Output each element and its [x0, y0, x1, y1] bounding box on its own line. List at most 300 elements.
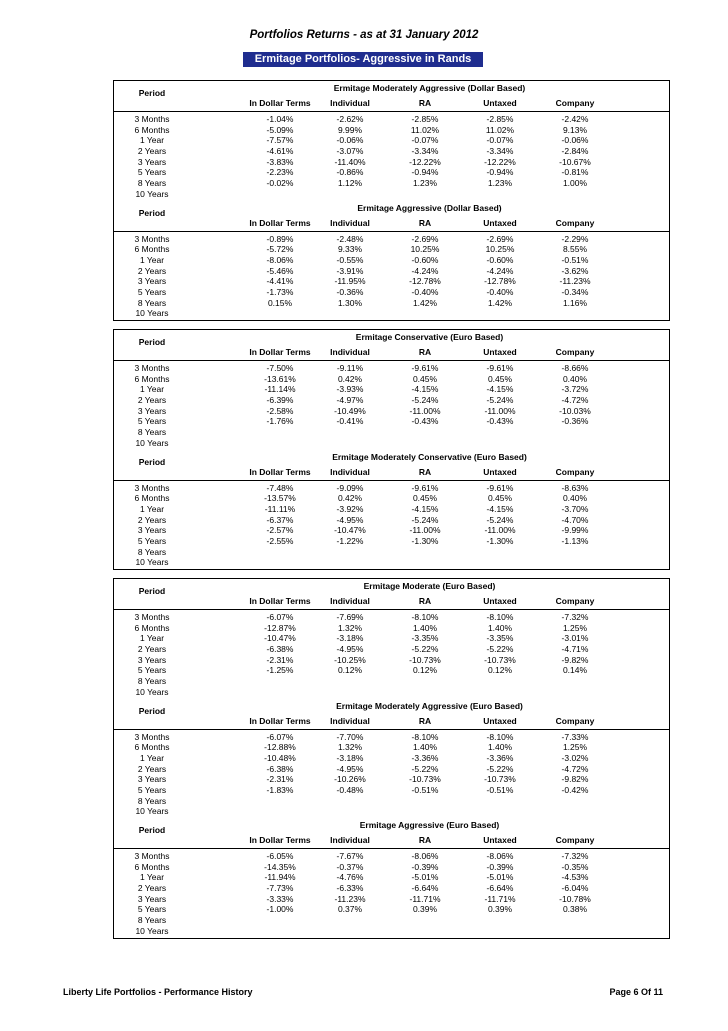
return-value-cell: -11.94%	[264, 872, 296, 883]
return-value-cell: -8.66%	[561, 363, 589, 373]
column-header: Company	[555, 217, 595, 228]
return-value-cell: -0.86%	[336, 167, 364, 178]
return-value-cell: -6.64%	[411, 883, 439, 894]
return-value-cell: -4.72%	[561, 763, 589, 774]
return-value-cell: -6.38%	[266, 763, 294, 774]
return-value-cell: -0.06%	[561, 135, 589, 146]
return-value-cell: -9.09%	[336, 482, 364, 493]
return-value-cell: -3.07%	[336, 146, 364, 157]
return-value-cell: -10.73%	[484, 654, 516, 665]
period-cell: 8 Years	[137, 427, 167, 438]
period-cell: 8 Years	[137, 795, 167, 806]
table-row	[114, 536, 669, 547]
table-row	[114, 298, 669, 309]
column-header: Individual	[330, 715, 370, 726]
return-value-cell: -8.10%	[411, 731, 439, 742]
return-value-cell: 0.15%	[267, 297, 293, 308]
column-header: RA	[418, 347, 432, 357]
period-cell: 3 Months	[134, 233, 170, 244]
return-value-cell: -5.22%	[486, 763, 514, 774]
table-header	[114, 579, 669, 609]
table-row	[114, 665, 669, 676]
return-value-cell: -11.95%	[334, 276, 366, 287]
table-row	[114, 753, 669, 764]
table-row	[114, 276, 669, 287]
return-value-cell: -0.41%	[336, 416, 364, 427]
period-cell: 8 Years	[137, 915, 167, 926]
period-cell: 8 Years	[137, 297, 167, 308]
period-cell: 1 Year	[139, 872, 165, 883]
return-value-cell: -5.24%	[486, 514, 514, 525]
return-value-cell: -12.22%	[484, 156, 516, 167]
returns-table	[113, 450, 670, 571]
return-value-cell: -8.10%	[486, 731, 514, 742]
return-value-cell: -10.25%	[334, 654, 366, 665]
return-value-cell: -7.48%	[266, 482, 294, 493]
column-header: Untaxed	[483, 98, 517, 108]
column-header: RA	[418, 835, 432, 845]
column-header: Untaxed	[483, 466, 517, 477]
return-value-cell: -0.39%	[411, 861, 439, 872]
return-value-cell: -3.34%	[486, 146, 514, 157]
return-value-cell: -2.69%	[411, 233, 439, 244]
return-value-cell: 1.25%	[562, 622, 588, 633]
return-value-cell: -13.57%	[264, 493, 296, 504]
return-value-cell: -0.34%	[561, 286, 589, 297]
table-row	[114, 178, 669, 189]
return-value-cell: -1.04%	[266, 114, 294, 124]
period-header: Period	[138, 825, 166, 835]
table-row	[114, 764, 669, 775]
returns-table	[113, 699, 670, 819]
return-value-cell: -11.71%	[484, 893, 516, 904]
table-row	[114, 363, 669, 374]
column-header: Untaxed	[483, 715, 517, 726]
footer-document-name: Liberty Life Portfolios - Performance History	[63, 987, 253, 997]
table-row	[114, 883, 669, 894]
period-header: Period	[138, 705, 166, 716]
return-value-cell: 0.45%	[487, 373, 513, 384]
return-value-cell: -2.31%	[266, 774, 294, 785]
column-header: In Dollar Terms	[249, 596, 311, 606]
table-row	[114, 114, 669, 125]
return-value-cell: -0.51%	[411, 784, 439, 795]
return-value-cell: -5.24%	[411, 514, 439, 525]
return-value-cell: -0.39%	[486, 861, 514, 872]
return-value-cell: -9.82%	[561, 774, 589, 785]
return-value-cell: -7.32%	[561, 612, 589, 622]
table-row	[114, 655, 669, 666]
period-cell: 1 Year	[139, 503, 165, 514]
return-value-cell: -0.40%	[411, 286, 439, 297]
period-cell: 3 Months	[134, 851, 170, 861]
period-cell: 6 Months	[134, 124, 170, 135]
column-header: In Dollar Terms	[249, 98, 311, 108]
period-cell: 2 Years	[137, 395, 167, 406]
return-value-cell: 0.40%	[562, 373, 588, 384]
table-row	[114, 894, 669, 905]
table-row	[114, 926, 669, 937]
return-value-cell: -8.06%	[486, 851, 514, 861]
table-row	[114, 862, 669, 873]
period-cell: 10 Years	[135, 437, 169, 448]
return-value-cell: -11.00%	[484, 525, 516, 536]
return-value-cell: -10.49%	[334, 405, 366, 416]
period-cell: 10 Years	[135, 308, 169, 319]
return-value-cell: 9.99%	[337, 124, 363, 135]
period-cell: 1 Year	[139, 633, 165, 644]
return-value-cell: -4.70%	[561, 514, 589, 525]
period-cell: 3 Years	[137, 893, 167, 904]
return-value-cell: -3.35%	[411, 633, 439, 644]
return-value-cell: -8.10%	[486, 612, 514, 622]
return-value-cell: 8.55%	[562, 244, 588, 255]
return-value-cell: 0.14%	[562, 665, 588, 676]
return-value-cell: -12.78%	[484, 276, 516, 287]
return-value-cell: -13.61%	[264, 373, 296, 384]
return-value-cell: 9.33%	[337, 244, 363, 255]
column-header: Company	[555, 596, 595, 606]
return-value-cell: -10.47%	[334, 525, 366, 536]
return-value-cell: -4.15%	[411, 503, 439, 514]
portfolio-title: Ermitage Aggressive (Euro Based)	[359, 820, 500, 830]
table-row	[114, 493, 669, 504]
return-value-cell: -0.35%	[561, 861, 589, 872]
period-cell: 8 Years	[137, 676, 167, 687]
return-value-cell: -0.60%	[486, 254, 514, 265]
table-header	[114, 450, 669, 480]
return-value-cell: -3.18%	[336, 633, 364, 644]
return-value-cell: -6.05%	[266, 851, 294, 861]
table-row	[114, 146, 669, 157]
table-header	[114, 201, 669, 231]
column-header: Company	[555, 835, 595, 845]
return-value-cell: -5.22%	[486, 644, 514, 655]
return-value-cell: -2.57%	[266, 525, 294, 536]
return-value-cell: -4.97%	[336, 395, 364, 406]
table-row	[114, 623, 669, 634]
return-value-cell: 10.25%	[410, 244, 440, 255]
return-value-cell: -10.26%	[334, 774, 366, 785]
return-value-cell: 0.39%	[487, 904, 513, 915]
period-cell: 3 Months	[134, 482, 170, 493]
return-value-cell: -1.00%	[266, 904, 294, 915]
return-value-cell: -5.24%	[411, 395, 439, 406]
return-value-cell: -3.91%	[336, 265, 364, 276]
return-value-cell: -2.48%	[336, 233, 364, 244]
table-row	[114, 255, 669, 266]
period-cell: 6 Months	[134, 861, 170, 872]
return-value-cell: -1.73%	[266, 286, 294, 297]
portfolio-title: Ermitage Moderately Aggressive (Dollar Based)	[333, 83, 526, 93]
return-value-cell: 1.40%	[487, 622, 513, 633]
table-row	[114, 687, 669, 698]
return-value-cell: -4.61%	[266, 146, 294, 157]
return-value-cell: 1.16%	[562, 297, 588, 308]
return-value-cell: -7.33%	[561, 731, 589, 742]
period-cell: 6 Months	[134, 622, 170, 633]
return-value-cell: -0.02%	[266, 178, 294, 189]
footer-page-number: Page 6 Of 11	[609, 987, 663, 997]
return-value-cell: -4.24%	[411, 265, 439, 276]
column-header: RA	[418, 217, 432, 228]
column-header: Company	[555, 347, 595, 357]
table-row	[114, 547, 669, 558]
period-cell: 3 Months	[134, 114, 170, 124]
return-value-cell: 1.40%	[412, 622, 438, 633]
return-value-cell: 1.40%	[487, 742, 513, 753]
return-value-cell: -10.03%	[559, 405, 591, 416]
table-row	[114, 644, 669, 655]
return-value-cell: -0.42%	[561, 784, 589, 795]
column-header: Untaxed	[483, 835, 517, 845]
period-cell: 1 Year	[139, 254, 165, 265]
column-header: In Dollar Terms	[249, 217, 311, 228]
portfolio-title: Ermitage Aggressive (Dollar Based)	[357, 202, 502, 213]
return-value-cell: -14.35%	[264, 861, 296, 872]
return-value-cell: -2.85%	[486, 114, 514, 124]
table-row	[114, 157, 669, 168]
column-header: Individual	[330, 347, 370, 357]
return-value-cell: -12.88%	[264, 742, 296, 753]
period-cell: 10 Years	[135, 188, 169, 199]
return-value-cell: -6.07%	[266, 731, 294, 742]
return-value-cell: -0.89%	[266, 233, 294, 244]
table-row	[114, 525, 669, 536]
return-value-cell: 1.42%	[487, 297, 513, 308]
return-value-cell: 1.12%	[337, 178, 363, 189]
table-row	[114, 612, 669, 623]
table-row	[114, 774, 669, 785]
period-cell: 10 Years	[135, 557, 169, 568]
return-value-cell: -4.15%	[486, 503, 514, 514]
table-row	[114, 742, 669, 753]
period-cell: 5 Years	[137, 416, 167, 427]
return-value-cell: 11.02%	[485, 124, 515, 135]
table-row	[114, 416, 669, 427]
column-header: In Dollar Terms	[249, 835, 311, 845]
returns-table	[113, 80, 670, 201]
period-cell: 6 Months	[134, 373, 170, 384]
return-value-cell: -3.36%	[411, 752, 439, 763]
table-row	[114, 374, 669, 385]
period-cell: 3 Years	[137, 156, 167, 167]
return-value-cell: -9.61%	[486, 482, 514, 493]
column-header: In Dollar Terms	[249, 715, 311, 726]
table-row	[114, 483, 669, 494]
return-value-cell: -6.07%	[266, 612, 294, 622]
return-value-cell: -4.24%	[486, 265, 514, 276]
return-value-cell: -2.62%	[336, 114, 364, 124]
period-cell: 10 Years	[135, 925, 169, 936]
return-value-cell: -8.06%	[411, 851, 439, 861]
return-value-cell: -4.76%	[336, 872, 364, 883]
return-value-cell: 1.30%	[337, 297, 363, 308]
return-value-cell: -0.37%	[336, 861, 364, 872]
return-value-cell: -10.78%	[559, 893, 591, 904]
return-value-cell: 1.23%	[487, 178, 513, 189]
table-row	[114, 872, 669, 883]
portfolio-title: Ermitage Conservative (Euro Based)	[355, 332, 504, 342]
period-cell: 2 Years	[137, 146, 167, 157]
period-cell: 6 Months	[134, 244, 170, 255]
period-header: Period	[138, 456, 166, 467]
column-header: Company	[555, 715, 595, 726]
period-cell: 1 Year	[139, 135, 165, 146]
return-value-cell: -3.93%	[336, 384, 364, 395]
period-cell: 6 Months	[134, 493, 170, 504]
returns-table	[113, 201, 670, 322]
return-value-cell: -1.25%	[266, 665, 294, 676]
column-header: RA	[418, 98, 432, 108]
portfolio-title: Ermitage Moderately Conservative (Euro Based)	[332, 451, 527, 462]
period-cell: 10 Years	[135, 686, 169, 697]
return-value-cell: -3.34%	[411, 146, 439, 157]
table-row	[114, 395, 669, 406]
table-row	[114, 308, 669, 319]
return-value-cell: -6.39%	[266, 395, 294, 406]
return-value-cell: -6.64%	[486, 883, 514, 894]
return-value-cell: -1.30%	[486, 535, 514, 546]
table-header	[114, 81, 669, 111]
period-cell: 5 Years	[137, 904, 167, 915]
return-value-cell: -11.00%	[409, 405, 441, 416]
period-header: Period	[138, 88, 166, 98]
return-value-cell: -4.15%	[486, 384, 514, 395]
table-header	[114, 330, 669, 360]
return-value-cell: -2.58%	[266, 405, 294, 416]
column-header: Untaxed	[483, 347, 517, 357]
return-value-cell: -10.48%	[264, 752, 296, 763]
period-cell: 5 Years	[137, 167, 167, 178]
return-value-cell: -0.60%	[411, 254, 439, 265]
returns-table	[113, 578, 670, 699]
period-cell: 5 Years	[137, 784, 167, 795]
return-value-cell: 0.45%	[487, 493, 513, 504]
return-value-cell: -1.76%	[266, 416, 294, 427]
period-header: Period	[138, 337, 166, 347]
return-value-cell: -10.73%	[409, 774, 441, 785]
return-value-cell: -11.40%	[334, 156, 366, 167]
period-header: Period	[138, 586, 166, 596]
return-value-cell: -3.36%	[486, 752, 514, 763]
return-value-cell: -11.11%	[264, 503, 296, 514]
column-header: RA	[418, 466, 432, 477]
column-header: RA	[418, 715, 432, 726]
return-value-cell: 1.42%	[412, 297, 438, 308]
return-value-cell: -3.72%	[561, 384, 589, 395]
return-value-cell: -3.01%	[561, 633, 589, 644]
return-value-cell: 0.12%	[337, 665, 363, 676]
return-value-cell: -2.85%	[411, 114, 439, 124]
table-row	[114, 504, 669, 515]
return-value-cell: -11.00%	[484, 405, 516, 416]
return-value-cell: -6.38%	[266, 644, 294, 655]
table-row	[114, 135, 669, 146]
return-value-cell: -0.94%	[486, 167, 514, 178]
return-value-cell: -1.83%	[266, 784, 294, 795]
table-row	[114, 732, 669, 743]
return-value-cell: 1.23%	[412, 178, 438, 189]
return-value-cell: 1.40%	[412, 742, 438, 753]
return-value-cell: -5.09%	[266, 124, 294, 135]
table-header	[114, 818, 669, 848]
return-value-cell: -1.22%	[336, 535, 364, 546]
return-value-cell: -6.37%	[266, 514, 294, 525]
period-cell: 3 Years	[137, 276, 167, 287]
return-value-cell: -2.84%	[561, 146, 589, 157]
period-cell: 6 Months	[134, 742, 170, 753]
return-value-cell: -11.00%	[409, 525, 441, 536]
return-value-cell: -10.67%	[559, 156, 591, 167]
period-cell: 5 Years	[137, 286, 167, 297]
return-value-cell: -3.35%	[486, 633, 514, 644]
period-cell: 3 Months	[134, 612, 170, 622]
table-row	[114, 244, 669, 255]
return-value-cell: -3.70%	[561, 503, 589, 514]
return-value-cell: -2.42%	[561, 114, 589, 124]
column-header: RA	[418, 596, 432, 606]
column-header: Untaxed	[483, 596, 517, 606]
return-value-cell: -0.07%	[486, 135, 514, 146]
table-row	[114, 806, 669, 817]
return-value-cell: 1.25%	[562, 742, 588, 753]
return-value-cell: -0.48%	[336, 784, 364, 795]
return-value-cell: -9.61%	[411, 363, 439, 373]
table-row	[114, 167, 669, 178]
column-header: Company	[555, 98, 595, 108]
return-value-cell: -4.95%	[336, 763, 364, 774]
column-header: Untaxed	[483, 217, 517, 228]
return-value-cell: -7.57%	[266, 135, 294, 146]
return-value-cell: -10.73%	[409, 654, 441, 665]
return-value-cell: -3.33%	[266, 893, 294, 904]
return-value-cell: 0.45%	[412, 373, 438, 384]
return-value-cell: -5.72%	[266, 244, 294, 255]
return-value-cell: 9.13%	[562, 124, 588, 135]
return-value-cell: -4.15%	[411, 384, 439, 395]
return-value-cell: -8.06%	[266, 254, 294, 265]
return-value-cell: -9.11%	[336, 363, 364, 373]
period-cell: 10 Years	[135, 806, 169, 817]
return-value-cell: 0.42%	[337, 493, 363, 504]
table-row	[114, 915, 669, 926]
return-value-cell: 0.12%	[487, 665, 513, 676]
returns-table	[113, 818, 670, 939]
return-value-cell: -3.62%	[561, 265, 589, 276]
table-row	[114, 189, 669, 200]
period-cell: 8 Years	[137, 178, 167, 189]
column-header: Individual	[330, 466, 370, 477]
return-value-cell: -8.10%	[411, 612, 439, 622]
return-value-cell: -1.30%	[411, 535, 439, 546]
return-value-cell: -2.23%	[266, 167, 294, 178]
page-title: Portfolios Returns - as at 31 January 2012	[249, 29, 479, 41]
return-value-cell: -5.22%	[411, 763, 439, 774]
return-value-cell: 0.12%	[412, 665, 438, 676]
return-value-cell: -2.31%	[266, 654, 294, 665]
return-value-cell: -2.29%	[561, 233, 589, 244]
section-banner: Ermitage Portfolios- Aggressive in Rands	[243, 52, 483, 67]
period-cell: 2 Years	[137, 265, 167, 276]
return-value-cell: -0.06%	[336, 135, 364, 146]
return-value-cell: -4.53%	[561, 872, 589, 883]
table-row	[114, 384, 669, 395]
table-row	[114, 904, 669, 915]
column-header: In Dollar Terms	[249, 466, 311, 477]
return-value-cell: -12.78%	[409, 276, 441, 287]
return-value-cell: -3.92%	[336, 503, 364, 514]
